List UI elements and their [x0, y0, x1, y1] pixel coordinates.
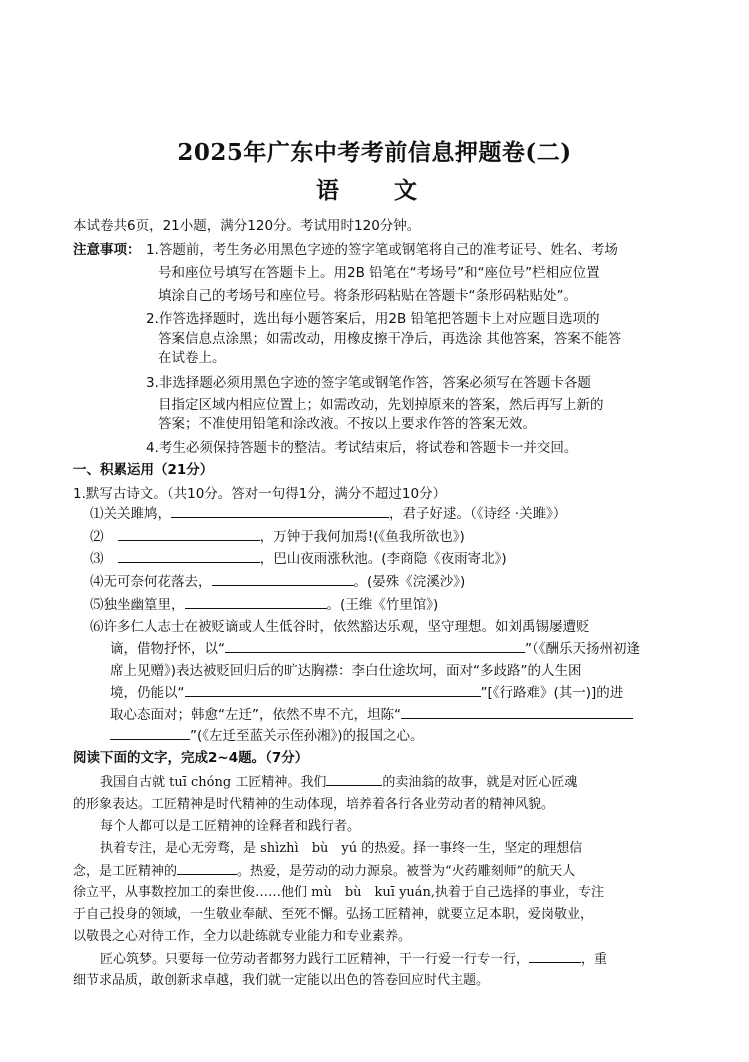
poem-line-10: 取心态面对；韩愈“左迁”，依然不卑不亢，坦陈“	[110, 706, 633, 724]
poem-line-9: 境，仍能以“ ”[《行路难》(其一)]的进	[110, 685, 624, 701]
notice-item-3-line-2: 目指定区域内相应位置上；如需改动，先划掉原来的答案，然后再写上新的	[158, 397, 604, 413]
reading-line-4: 执着专注，是心无旁骛，是 shìzhì bù yú 的热爱。择一事终一生，坚定的理想信	[100, 841, 583, 856]
exam-title: 2025年广东中考考前信息押题卷(二)	[177, 139, 572, 166]
reading-heading: 阅读下面的文字，完成2~4题。（7分）	[73, 750, 309, 766]
reading-line-1: 我国自古就 tuī chóng 工匠精神。我们 的卖油翁的故事，就是对匠心匠魂	[100, 775, 578, 790]
notice-item-2-line-3: 在试卷上。	[158, 350, 226, 366]
poem-line-11: ”(《左迁至蓝关示侄孙湘》)的报国之心。	[110, 727, 424, 745]
poem-line-2: ⑵ ，万钟于我何加焉!(《鱼我所欲也》)	[90, 529, 465, 545]
poem-line-5: ⑸独坐幽篁里， 。(王维《竹里馆》)	[90, 597, 439, 613]
reading-line-10: 细节求品质，敢创新求卓越，我们就一定能以出色的答卷回应时代主题。	[73, 973, 490, 988]
reading-line-8: 以敬畏之心对待工作，全力以赴练就专业能力和专业素养。	[73, 929, 412, 944]
answer-blank[interactable]	[185, 684, 481, 697]
reading-line-6: 徐立平，从事数控加工的秦世俊……他们 mù bù kuī yuán,执着于自己选择的事业，专注	[73, 885, 605, 900]
notice-item-4: 4.考生必须保持答题卡的整洁。考试结束后，将试卷和答题卡一并交回。	[146, 440, 578, 456]
answer-blank[interactable]	[225, 640, 525, 653]
poem-line-6: ⑹许多仁人志士在被贬谪或人生低谷时，依然豁达乐观，坚守理想。如刘禹锡屡遭贬	[90, 619, 590, 635]
reading-line-7: 于自己投身的领域，一生敬业奉献、至死不懈。弘扬工匠精神，就要立足本职，爱岗敬业，	[73, 907, 594, 922]
answer-blank[interactable]	[326, 773, 382, 786]
question-1: 1.默写古诗文。（共10分。答对一句得1分，满分不超过10分）	[73, 486, 447, 502]
poem-line-3: ⑶ ，巴山夜雨涨秋池。(李商隐《夜雨寄北》)	[90, 551, 507, 567]
answer-blank[interactable]	[185, 596, 327, 609]
notice-item-3-line-3: 答案；不准使用铅笔和涂改液。不按以上要求作答的答案无效。	[158, 416, 536, 432]
answer-blank[interactable]	[212, 573, 354, 586]
subject-title: 语 文	[316, 177, 433, 204]
notice-item-2-line-1: 2.作答选择题时，选出每小题答案后，用2B 铅笔把答题卡上对应题目选项的	[146, 311, 600, 327]
notice-item-2-line-2: 答案信息点涂黑；如需改动，用橡皮擦干净后，再选涂 其他答案，答案不能答	[158, 331, 622, 347]
poem-line-8: 席上见赠》)表达被贬回归后的旷达胸襟：李白仕途坎坷，面对“多歧路”的人生困	[110, 663, 582, 679]
notice-label: 注意事项：	[73, 242, 141, 258]
answer-blank[interactable]	[171, 505, 389, 518]
answer-blank[interactable]	[118, 528, 260, 541]
notice-item-1-line-3: 填涂自己的考场号和座位号。将条形码粘贴在答题卡“条形码粘贴处”。	[158, 288, 577, 304]
poem-line-1: ⑴关关雎鸠， ，君子好逑。（《诗经 ·关雎》）	[90, 506, 567, 522]
notice-item-3-line-1: 3.非选择题必须用黑色字迹的签字笔或钢笔作答，答案必须写在答题卡各题	[146, 375, 591, 391]
answer-blank[interactable]	[118, 550, 260, 563]
reading-line-3: 每个人都可以是工匠精神的诠释者和践行者。	[100, 819, 361, 834]
answer-blank[interactable]	[177, 862, 237, 875]
reading-line-9: 匠心筑梦。只要每一位劳动者都努力践行工匠精神，干一行爱一行专一行， ，重	[100, 952, 608, 967]
notice-item-1-line-2: 号和座位号填写在答题卡上。用2B 铅笔在“考场号”和“座位号”栏相应位置	[158, 265, 600, 281]
reading-line-2: 的形象表达。工匠精神是时代精神的生动体现，培养着各行各业劳动者的精神风貌。	[73, 797, 555, 812]
poem-line-7: 谪，借物抒怀，以“ ”（《酬乐天扬州初逢	[110, 641, 640, 657]
notice-item-1-line-1: 1.答题前，考生务必用黑色字迹的签字笔或钢笔将自己的准考证号、姓名、考场	[146, 242, 618, 258]
answer-blank[interactable]	[529, 950, 581, 963]
answer-blank[interactable]	[110, 727, 190, 740]
poem-line-4: ⑷无可奈何花落去， 。(晏殊《浣溪沙》)	[90, 574, 466, 590]
section-1-heading: 一、积累运用（21分）	[73, 462, 214, 478]
answer-blank[interactable]	[401, 706, 633, 719]
reading-line-5: 念，是工匠精神的 。热爱，是劳动的动力源泉。被誉为“火药雕刻师”的航天人	[73, 864, 576, 879]
exam-intro: 本试卷共6页，21小题，满分120分。考试用时120分钟。	[73, 218, 421, 234]
